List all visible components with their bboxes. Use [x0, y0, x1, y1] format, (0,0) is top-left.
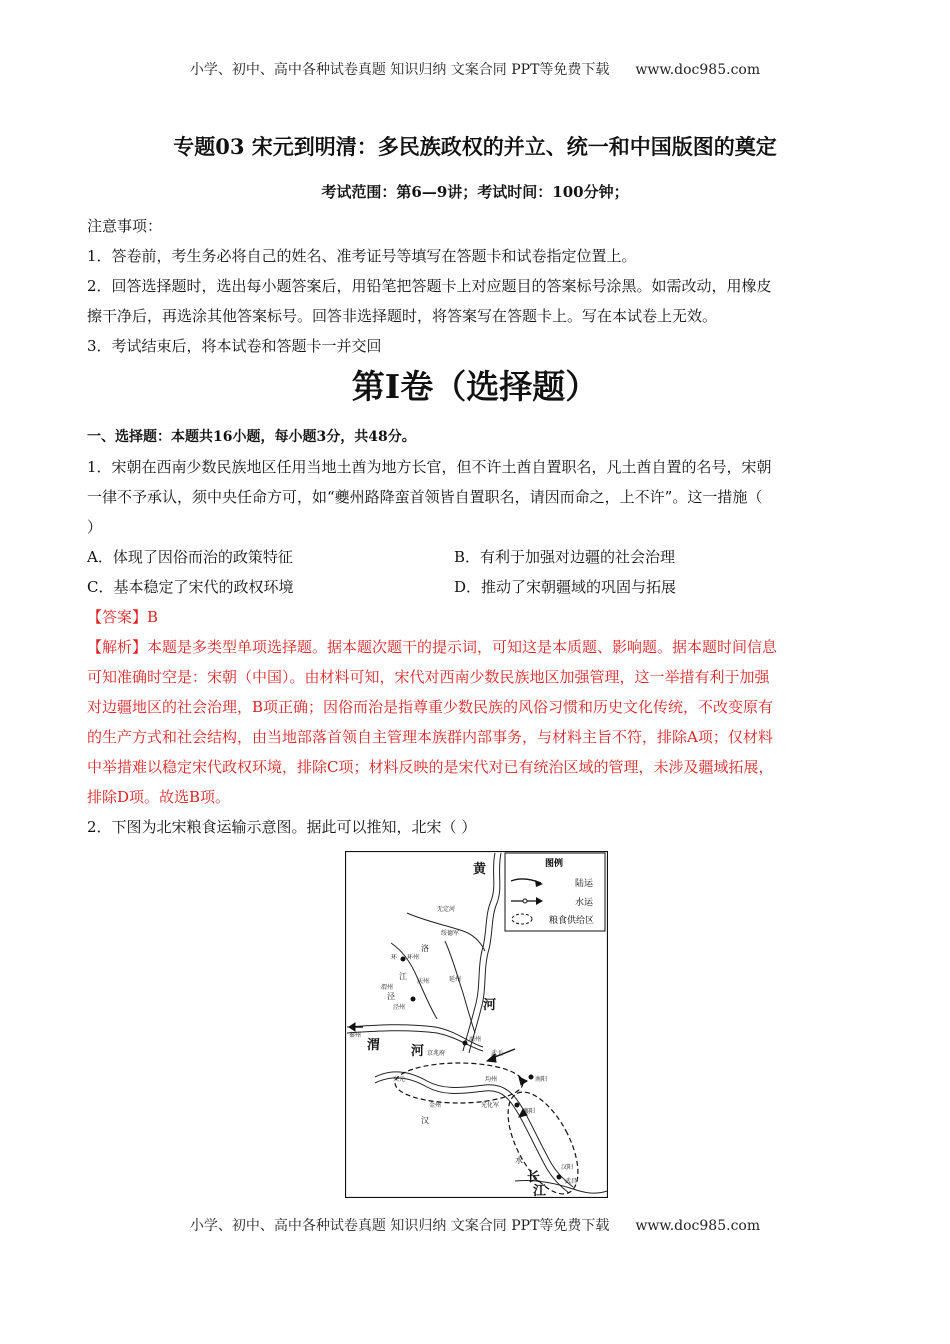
q1-stem-line: 一律不予承认，须中央任命方可，如“夔州路降蛮首领皆自置职名，请因而命之，上不许”。这一措施（ [87, 488, 763, 506]
q1-analysis-line: 的生产方式和社会结构，由当地部落首领自主管理本族群内部事务，与材料主旨不符，排除A项；仅材料 [87, 728, 773, 746]
label-nanyang: 南阳 [535, 1076, 548, 1083]
label-shui: 水 [515, 1156, 523, 1165]
q1-option-b: B．有利于加强对边疆的社会治理 [454, 548, 676, 566]
label-qinzhou: 秦州 [349, 1032, 362, 1039]
label-hanyang: 汉阳 [561, 1164, 574, 1171]
q1-option-c: C．基本稳定了宋代的政权环境 [87, 578, 294, 596]
label-jiang: 江 [533, 1184, 547, 1198]
city-dot [515, 1103, 520, 1108]
grain-transport-map [345, 851, 608, 1198]
q1-analysis-line: 中举措难以稳定宋代政权环境，排除C项；材料反映的是宋代对已有统治区域的管理，未涉及疆域拓展， [87, 758, 774, 776]
label-he-right: 河 [483, 998, 497, 1013]
label-suidejun: 绥德军 [441, 930, 460, 937]
label-wudinghe: 无定河 [437, 906, 456, 913]
label-xingyuan: 兴元 [393, 1076, 406, 1083]
legend-water-label: 水运 [575, 898, 594, 908]
legend-supply-label: 粮食供给区 [549, 916, 595, 926]
notes-block [87, 211, 862, 361]
page-footer [0, 1215, 950, 1235]
label-qingzhou: 庆州 [417, 978, 430, 985]
legend-title: 图例 [545, 859, 564, 869]
volume-title: 第I卷（选择题） [351, 367, 599, 406]
legend-water-marker [523, 899, 527, 903]
q1-analysis-line: 对边疆地区的社会治理，B项正确；因俗而治是指尊重少数民族的风俗习惯和历史文化传统，不改变原有 [87, 698, 774, 716]
legend-land-label: 陆运 [575, 879, 594, 889]
city-dot [529, 1075, 534, 1080]
label-wuguan: 武关 [491, 1050, 504, 1057]
label-yanzhou: 延州 [449, 976, 462, 983]
note-item: 3．考试结束后，将本试卷和答题卡一并交回 [87, 337, 382, 355]
label-huan: 环 [391, 954, 398, 961]
label-shangzhou: 商州 [469, 1036, 482, 1043]
q1-stem-line: ） [87, 518, 103, 536]
q1-analysis-line: 【解析】本题是多类型单项选择题。据本题次题干的提示词，可知这是本质题、影响题。据本题时间信息 [87, 638, 778, 656]
q1-answer: 【答案】B [87, 608, 159, 626]
label-he-mid: 河 [411, 1044, 425, 1059]
label-jinzhou: 金州 [429, 1102, 442, 1109]
label-xiangyang: 襄阳 [523, 1108, 536, 1115]
section-heading: 一、选择题：本题共16小题，每小题3分，共48分。 [87, 429, 416, 445]
city-dot [411, 997, 416, 1002]
page-header [0, 59, 950, 79]
note-item: 擦干净后，再选涂其他答案标号。回答非选择题时，将答案写在答题卡上。写在本试卷上无效。 [87, 307, 718, 325]
exam-title: 专题03 宋元到明清：多民族政权的并立、统一和中国版图的奠定 [173, 134, 777, 159]
q1-options-row [87, 542, 862, 572]
q1-options-row [87, 572, 862, 602]
city-dot [463, 1041, 468, 1046]
label-jiang-small: 江 [399, 972, 407, 981]
label-guanghuajun: 光化军 [481, 1102, 500, 1109]
label-jingzhou: 泾州 [393, 1004, 406, 1011]
label-wei: 渭 [367, 1038, 381, 1053]
q1-option-d: D．推动了宋朝疆域的巩固与拓展 [454, 578, 677, 596]
note-item: 1．答卷前，考生务必将自己的姓名、准考证号等填写在答题卡和试卷指定位置上。 [87, 247, 637, 265]
q1-analysis-line: 排除D项。故选B项。 [87, 788, 231, 806]
label-huang: 黄 [473, 862, 487, 877]
q1-analysis-line: 可知准确时空是：宋朝（中国）。由材料可知，宋代对西南少数民族地区加强管理，这一举措有利于加强 [87, 668, 770, 686]
q2-stem: 2．下图为北宋粮食运输示意图。据此可以推知，北宋（ ） [87, 818, 477, 836]
q1-stem-line: 1．宋朝在西南少数民族地区任用当地土酋为地方长官，但不许土酋自置职名，凡土酋自置的名号，宋朝 [87, 458, 772, 476]
label-huanzhou: 环州 [407, 954, 420, 961]
label-wuchang: 武昌 [565, 1178, 578, 1185]
map-legend [505, 853, 605, 931]
label-luo: 洛 [421, 944, 429, 953]
city-dot [557, 1175, 562, 1180]
footer-text: 小学、初中、高中各种试卷真题 知识归纳 文案合同 PPT等免费下载 [189, 1218, 610, 1234]
exam-subtitle: 考试范围：第6—9讲；考试时间：100分钟； [321, 183, 629, 201]
note-item: 2．回答选择题时，选出每小题答案后，用铅笔把答题卡上对应题目的答案标号涂黑。如需改动，用橡皮 [87, 277, 772, 295]
q1-option-a: A．体现了因俗而治的政策特征 [87, 548, 293, 566]
label-jingzhaofu: 京兆府 [427, 1050, 446, 1057]
label-weizhou: 渭州 [381, 984, 394, 991]
label-han: 汉 [421, 1116, 429, 1125]
city-dot [401, 957, 406, 962]
notes-heading: 注意事项： [87, 217, 163, 235]
label-junzhou: 均州 [485, 1076, 498, 1083]
header-text: 小学、初中、高中各种试卷真题 知识归纳 文案合同 PPT等免费下载 [189, 62, 610, 78]
label-jing: 泾 [387, 992, 395, 1001]
footer-site-link[interactable]: www.doc985.com [635, 1218, 761, 1234]
label-chang: 长 [527, 1170, 541, 1185]
questions-block [87, 422, 862, 842]
header-site-link[interactable]: www.doc985.com [635, 62, 761, 78]
